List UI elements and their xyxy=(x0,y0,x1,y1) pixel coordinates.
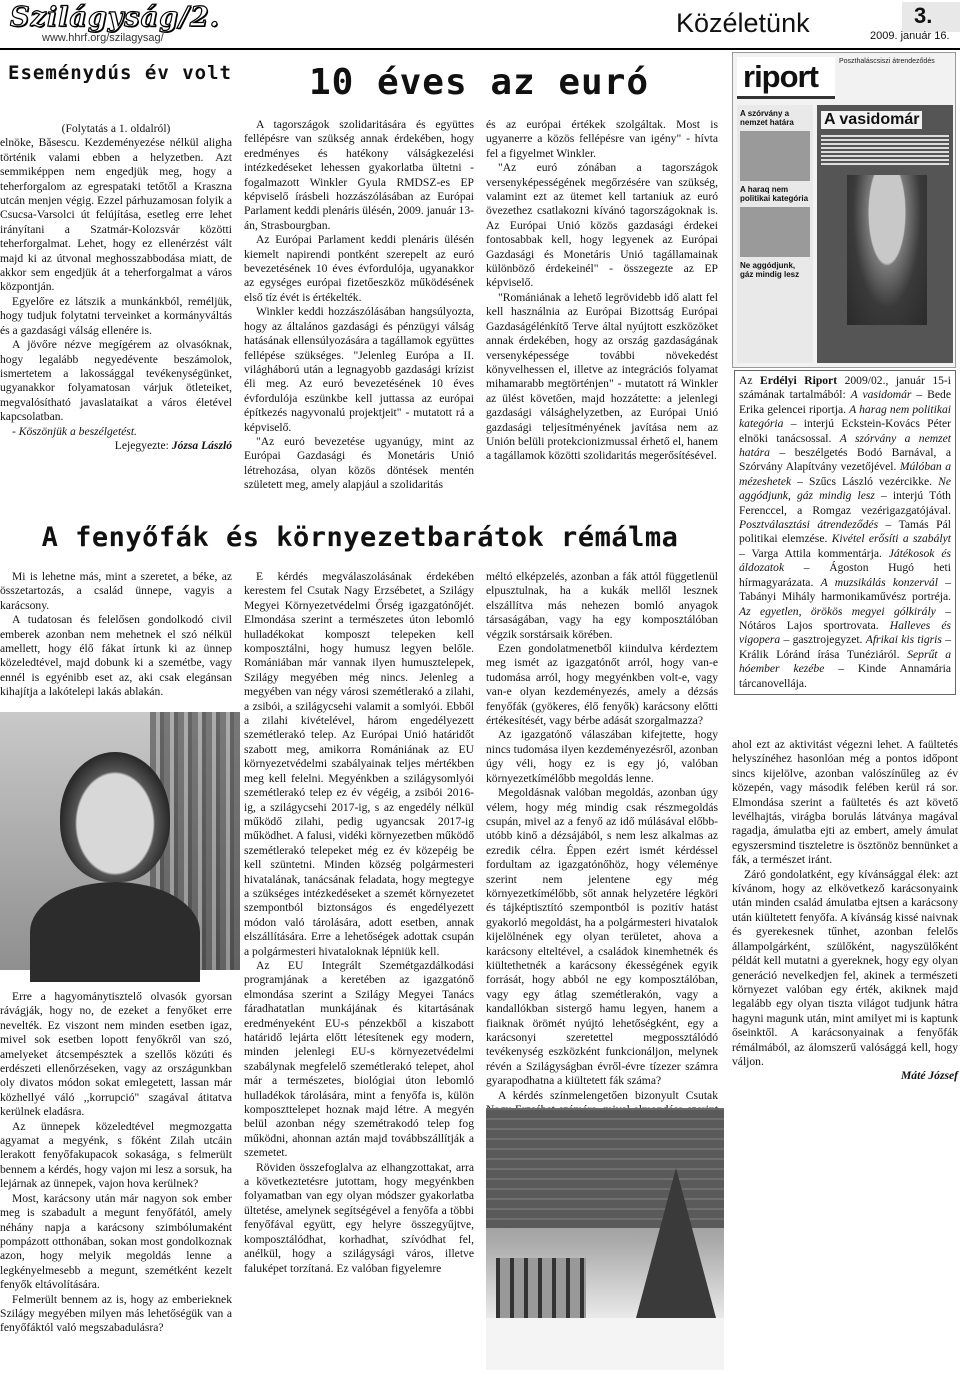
recorder-label: Lejegyezte: xyxy=(114,438,169,452)
paragraph: "Az euró bevezetése ugyanúgy, mint az Európai Gazdasági és Monetáris Unió létrehozása, olyan közös döntések mentén született meg, amely alapjául a szolidaritás xyxy=(244,434,474,492)
paragraph: Az EU Integrált Szemétgazdálkodási programjának a keretében az igazgatónő elmondása szerint a Szilágy Megyei Tanács fáradhatatlan munkájának és kitartásának eredményeként EU-s pénzekből a kiszabott határidő lejárta előtt létesítenek egy modern, minden jelenlegi EU-s környezetvédelmi szabálynak megfelelő szemétlerakó telepet, ahol már a természetes, biológiai úton lebomló hulladékok tárolására, mint a fenyőfa is, külön komposzttelepet hoznak majd létre. A megyén belül azonban négy szemétrakodó telep fog működni, ahonnan aztán majd továbbszállítják a szemetet. xyxy=(244,958,474,1160)
issue-date: 2009. január 16. xyxy=(870,30,950,42)
paragraph: Az Európai Parlament keddi plenáris ülésén kiemelt napirendi pontként szerepelt az euró bevezetésének 10 éves évfordulója, ugyanakkor az egységes európai fizetőeszköz működésének első tíz évét is értékelték. xyxy=(244,233,474,304)
caption-part: – Bede Erika gelencei riportja. xyxy=(739,388,951,416)
caption-part: – Szűcs László vezércikke. xyxy=(791,474,939,488)
caption-part: Ne aggódjunk, gáz mindig lesz xyxy=(739,474,951,503)
caption-part: – Varga Attila kommentárja. xyxy=(739,546,889,560)
caption-part: Halleves és vigopera xyxy=(739,618,952,647)
caption-part: – gasztrojegyzet. xyxy=(780,633,866,647)
caption-part: 2009/02., január 15-i számának tartalmából: xyxy=(739,374,951,402)
article-fenyo-col2 xyxy=(244,570,474,1370)
paragraph: elnöke, Băsescu. Kezdeményezése nélkül aligha történik valami ebben a helyzetben. Azt semmiképpen nem engedjük meg, hogy a teherforgalom az egrespataki tetőtől a Kraszna utcán menjen végig. Ezzel párhuzamosan folyik a Csucsa-Varsolci út felújítása, esetleg erre lehet irányítani a Szatmár-Kolozsvár közötti teherforgalmat. Lehet, hogy ez ellenérzést vált majd ki az útvonal meghosszabbodása miatt, de akkor sem engedjük át a teherforgalmat a város központján. xyxy=(0,136,232,294)
caption-part: Erdélyi Riport xyxy=(760,374,838,387)
article-esemenydus xyxy=(0,122,232,518)
caption-part: – Kinde Annamária tárcanovellája. xyxy=(739,662,951,690)
christmas-tree-photo xyxy=(486,1108,724,1370)
paragraph: A kérdés színmelengetően bizonyult Csutak xyxy=(498,1088,718,1102)
caption-part: – Nótáros Lajos sportrovata. xyxy=(739,604,951,632)
paragraph: méltó elképzelés, azonban a fák attól függetlenül elpusztulnak, ha a kukák mellől lesznek elszállítva más nehezen bomló anyagok társaságában, vagy ha egy komposztálóban végzik sorstársaik körében. xyxy=(486,570,718,641)
paragraph: Röviden összefoglalva az elhangzottakat, arra a következtetésre jutottam, hogy megyénkben folyamatban van egy olyan módszer gyakorlatba ültetése, amelynek segítségével a fenyőfa a többi fenyőfával együtt, egy helyre összegyűjtve, komposztálódhat, korhadhat, szívódhat fel, anélkül, hogy a szilágysági város, illetve faluképet torzítaná. Ez valóban figyelemre xyxy=(244,1160,474,1275)
cover-caption xyxy=(734,370,956,695)
caption-part: – beszélgetés Bodó Barnával, a Szórvány Alapítvány vezetőjével. xyxy=(739,446,951,474)
caption-part: – Tabányi Mihály harmonikaművész portréja. xyxy=(739,575,951,604)
caption-part: Seprűt a hóember kezébe xyxy=(739,647,951,676)
paragraph: Mi is lehetne más, mint a szeretet, a béke, az összetartozás, a család ünnepe, vagyis a karácsony. xyxy=(0,570,232,612)
paragraph: A tagországok szolidaritására és együttes fellépésre van szükség annak érdekében, hogy eredményes és hatékony válságkezelési intézkedéseket lehessen gyakorlatba ültetni - fogalmazott Winkler Gyula RMDSZ-es EP képviselő írásbeli hozzászólásában az Európai Parlament keddi plenáris ülésén, 2009. január 13-án, Strasbourgban. xyxy=(244,118,474,232)
article-fenyo-col1-bottom xyxy=(0,990,232,1370)
cover-blurb xyxy=(821,135,949,165)
portrait-head xyxy=(60,752,170,882)
caption-part: – interjú Tóth Ferenccel, a Romgaz vezérigazgatójával. xyxy=(739,489,951,517)
article-fenyo-col1-top xyxy=(0,570,232,710)
article-euro-col1 xyxy=(244,118,474,516)
cover-main-title: A vasidomár xyxy=(821,111,922,129)
page-number: 3. xyxy=(902,2,960,32)
cover-logo: riport xyxy=(737,57,835,99)
paragraph: Winkler keddi hozzászólásában hangsúlyozta, hogy az általános gazdasági és pénzügyi válság hatásának ellensúlyozására a tagállamok együttes fellépése szükséges. "Jelenleg Európa a II. világháború után a legnagyobb gazdasági krízist éli meg. Az euró bevezetésének 10 éves évfordulója eszünkbe kell juttassa az európai építkezés nagyvonalú projektjeit" - mutatott rá a képviselő. xyxy=(244,305,474,434)
paragraph: Az ünnepek közeledtével megmozgatta agyamat a megyénk, s főként Zilah utcáin lerakott fenyőfakupacok sokasága, s felmerült bennem a kérdés, hogy vajon mi lesz a sorsuk, ha lejárnak az ünnepek, vajon hova kerülnek? xyxy=(0,1119,232,1191)
caption-part: A vasidomár xyxy=(850,388,912,402)
paragraph: E kérdés megválaszolásának érdekében kerestem fel Csutak Nagy Erzsébetet, a Szilágy Megyei Környezetvédelmi Őrség igazgatónőjét. Elmondása szerint a természetes úton lebomló hulladékokat komposzt telepeken kell komposztálni, hogy humusz legyen belőle. Romániában már vannak ilyen humusztelepek, Szilágy megyében még nincs. Jelenleg a megyében van négy városi szemétlerakó a zilahi, a zsibói, a szilágycsehi valamit a somlyói. Ebből a zilahi kivételével, három engedélyezett szemétlerakó telep. Az Európai Unió határidőt szabott meg, amikorra Romániának az EU környezetvédelmi szabályainak teljes mértékben meg kell felelni. Megyénkben a szilágysomlyói szemétlerakó telep ez év végéig, a zsibói 2016-ig, a szilágycsehi 2017-ig, s az engedély nélkül működő zilahi, pedig ugyancsak 2017-ig működhet. A falusi, vidéki környezetben működő szemétlerakó telepeket még ez év közepéig be kell szüntetni. Minden község polgármesteri hivatalának, tanácsának feladata, hogy megtegye a szükséges intézkedéseket a szemét környezetet szempontból biztonságos és engedélyezett módon való tárolására, adott esetben, annak elszállítására. Erre a lehetőségek adottak csupán a polgármesteri hivataloknak lépniük kell. xyxy=(244,570,474,958)
article-fenyo-col4 xyxy=(732,738,958,1118)
paragraph: "Romániának a lehető legrövidebb idő alatt fel kell használnia az Európai Bizottság Európai Gazdaságélénkítő Terve által nyújtott eszközöket annak érdekében, hogy az ország gazdaságának versenyképessége további növekedést könyvelhessen el, illetve az integrációs folyamat mihamarabb megtörténjen" - mutatott rá Winkler az ülést követően, majd hozzátette: a jelenlegi gazdasági válsághelyzetben, az Európai Unió gazdasági teljesítményének javítása nem az Unión belüli protekcionizmussal érhető el, hanem a tagállamok közötti szolidaritás megerősítésével. xyxy=(486,290,718,463)
paragraph: ahol ezt az aktivitást végezni lehet. A faültetés helyszínéhez hasonlóan még a pontos időpont sincs kijelölve, azonban valószínűleg az év közepén, vagy második felében kerül rá sor. Elmondása szerint a faültetés és azt követő levélhajtás, virágba borulás látványa magával ragadja, ámulatba ejti az embert, amely ámulat egyszersmind tiszteletre is ösztönöz bennünket a fák, a természet iránt. xyxy=(732,738,958,867)
paragraph: "Az euró zónában a tagországok versenyképességének megőrzésére van szükség, valamint ezt az ütemet kell tartaniuk az euró övezethez csatlakozni kívánó tagországoknak is. Az Európai Unió közös gazdasági érdekei fontosabbak kell, hogy legyenek az Európai Gazdasági és Monetáris Unió tagállamainak különböző érdekeinél" - összegezte az EP képviselő. xyxy=(486,161,718,290)
caption-part: – Ágoston Hugó heti hírmagyarázata. xyxy=(739,561,951,589)
paragraph: A tudatosan és felelősen gondolkodó civil emberek azonban nem mehetnek el szó nélkül amellett, hogy élő fákat írtunk ki az ünnep közeledtével, majd dobunk ki a szemétbe, vagy ennél is egyénibb eset az, aki csak elegánsan kihajítja a lakótelepi lakás ablakán. xyxy=(0,613,232,699)
recorder-name: Józsa László xyxy=(171,438,232,452)
signature: Máté József xyxy=(901,1069,958,1083)
photo-pallet xyxy=(496,1258,586,1318)
recorder-line xyxy=(0,439,232,453)
site-url[interactable]: www.hhrf.org/szilagysag/ xyxy=(42,32,164,44)
paragraph: Most, karácsony után már nagyon sok ember meg is szabadult a megunt fenyőfától, amely néhány napja a karácsony szimbólumaként pompázott otthonában, sokan most gondolkoznak azon, hogy melyik megoldás lenne a legkényelmesebb a megunt, szemétként kezelt fenyők eltávolítására. xyxy=(0,1191,232,1292)
article-fenyo-col3 xyxy=(486,570,718,1106)
continued-note: (Folytatás a 1. oldalról) xyxy=(61,122,171,135)
caption-part: Afrikai kis tigris xyxy=(865,633,942,647)
thanks-line: - Köszönjük a beszélgetést. xyxy=(12,424,137,438)
cover-main-photo xyxy=(817,105,953,363)
cover-portrait xyxy=(847,175,927,325)
header-rule xyxy=(0,48,960,50)
cover-sidebar-item: A haraq nem politikai kategória xyxy=(740,185,809,203)
paragraph: A jövőre nézve megígérem az olvasóknak, hogy legalább negyedévente beszámolok, ismertetem a lakossággal tevékenységünket, ugyanakkor folyamatosan várjuk ötleteiket, megvalósítható javaslataikat a város életével kapcsolatban. xyxy=(0,338,232,424)
caption-part: Az egyetlen, örökös megyei gólkirály xyxy=(739,604,936,618)
paragraph: Az igazgatónő válaszában kifejtette, hogy nincs tudomása ilyen kezdeményezésről, azonban úgy véli, hogy ez is egy jó, valóban környezetkímélőbb megoldás lenne. xyxy=(486,728,718,785)
paragraph: és az európai értékek szolgáltak. Most is ugyanerre a közös fellépésre van igény" - hívta fel a figyelmet Winkler. xyxy=(486,118,718,160)
cover-sidebar-item: A szórvány a nemzet határa xyxy=(740,109,794,127)
caption-part: – interjú Eckstein-Kovács Péter elnöki tanácsossal. xyxy=(739,417,951,445)
headline-fenyofak: A fenyőfák és környezetbarátok rémálma xyxy=(41,522,679,553)
caption-part: Az xyxy=(739,374,761,387)
caption-part: Múlóban a mézeshetek xyxy=(739,460,951,488)
caption-part: Kivétel erősíti a szabályt xyxy=(831,532,951,546)
caption-part: A harag nem politikai kategória xyxy=(739,402,951,431)
paragraph: Erre a hagyománytisztelő olvasók gyorsan rávágják, hogy no, de ezeket a fenyőket erre nevelték. Ez viszont nem minden esetben igaz, mivel sok esetben lopott fenyőkről van szó, amelyeket átcsempésztek a szellős közúti és erdészeti ellenőrzéseken, vagy az országunkban oly divatos módon sokat emlegetett, lassan már közhellyé váló ,,korrupció" szagával átitatva kerülnek eladásra. xyxy=(0,990,232,1119)
photo-discarded-tree xyxy=(636,1168,716,1318)
portrait-body xyxy=(30,882,200,982)
caption-part: A muzsikálás konzervál xyxy=(820,575,938,589)
cover-issue-text: Poszthaláscsiszi átrendeződés xyxy=(839,58,935,65)
headline-euro: 10 éves az euró xyxy=(308,62,650,103)
cover-sidebar-item: Ne aggódjunk, gáz mindig lesz xyxy=(740,261,800,279)
photo-snow xyxy=(486,1318,724,1370)
caption-part: A szórvány a nemzet határa xyxy=(739,431,951,460)
section-title: Közéletünk xyxy=(676,8,810,38)
caption-part: Játékosok és áldozatok xyxy=(739,546,951,575)
magazine-cover-image xyxy=(732,52,956,368)
paragraph: Felmerült bennem az is, hogy az emberieknek Szilágy megyében milyen más lehetőségük van a fenyőfáktól való megszabadulásra? xyxy=(0,1292,232,1335)
cover-photo xyxy=(740,207,810,257)
cover-sidebar xyxy=(737,105,813,363)
headline-esemenydus: Eseménydús év volt xyxy=(8,62,232,84)
masthead: Szilágyság/2. xyxy=(10,2,221,33)
caption-part: Posztválasztási átrendeződés xyxy=(739,518,879,532)
paragraph: Záró gondolatként, egy kívánsággal élek: azt kívánom, hogy az elkövetkező karácsonyaink után minden család ámulatba ejtsen a karácsony után kiültetett fenyőfa. A kívánság kissé naivnak és gyerekesnek tűnhet, azonban felelős állampolgárként, szülőként, nagyszülőként példát kell mutatni a gyereknek, hogy egy olyan generáció nevelkedjen fel, akinek a természeti környezet valóban egy érték, akiknek majd legalább egy olyan tiszta világot tudjunk hátra hagyni magunk után, mint amilyet mi is kaptunk őseinktől. A karácsonyainak a fenyőfák rémálmából, az álomszerű valósággá kell, hogy váljon. xyxy=(732,867,958,1068)
article-euro-col2 xyxy=(486,118,718,516)
caption-part: – Králik Lóránd írása Tunéziáról. xyxy=(739,633,951,661)
portrait-photo xyxy=(0,712,240,970)
paragraph: Ezen gondolatmenetből kiindulva kérdeztem meg ismét az igazgatónőt arról, hogy van-e tudomása arról, hogy megyénkben volt-e, vagy van-e olyan kezdeményezés, amely a dézsás fenyőfák (gyökeres, élő fenyők) karácsony előtti értékesítését, vagy bérbe adását szorgalmazza? xyxy=(486,642,718,728)
paragraph: Egyelőre ez látszik a munkánkból, reméljük, hogy tudjuk folytatni terveinket a kormányváltás és a gazdasági válság ellenére is. xyxy=(0,294,232,337)
caption-part: – Tamás Pál politikai elemzése. xyxy=(739,518,951,546)
paragraph: Megoldásnak valóban megoldás, azonban úgy vélem, hogy még mindig csak részmegoldás csupán, mivel az a fenyő az idő múlásával előbb-utóbb kinő a dézsájából, s nem lesz alkalmas az ezredik célra. Éppen ezért ismét kérdéssel fordultam az igazgatónőhöz, hogy véleménye szerint nem jelentene egy még környezetkímélőbb, sőt annak helyzetére légköri és tájképtisztító szempontból is pozitív hatást gyakorló megoldást, ha a polgármesteri hivatalok kijelölnének egy olyan területet, ahova a karácsony elteltével, a családok kinemhetnék és kiültethetnék a karácsony ékességének egyik forrását, hogy abból ne egy komposztálóban, vagy egy átlag szemétlerakón, vagy a kandallókban sistergő hamu legyen, hanem a fiaiknak örömét nyújtó lehetőségként, egy a karácsonyi szeretettel megpossztálódó tevékenység eszközként funkcionáljon, melynek révén a Szilágyságban évről-évre tízezer számra gyarapodhatna a kiültetett fák száma? xyxy=(486,786,718,1088)
cover-photo xyxy=(740,131,810,181)
